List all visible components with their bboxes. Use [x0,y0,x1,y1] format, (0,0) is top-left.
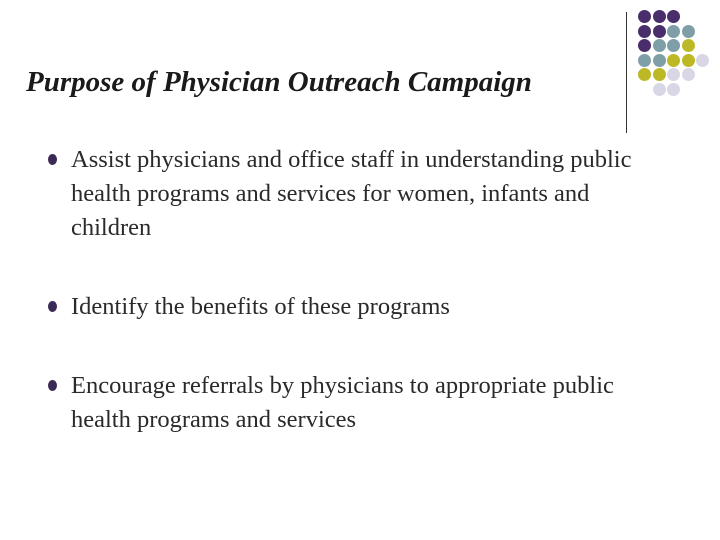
decorative-dot-lavender [667,83,680,96]
bullet-dot-icon [48,301,57,312]
decorative-dot-purple [638,10,651,23]
decorative-dot-olive [682,39,695,52]
decorative-dot-purple [653,25,666,38]
bullet-text: Encourage referrals by physicians to appropriate public health programs and services [71,372,614,433]
bullet-text: Identify the benefits of these programs [71,293,450,320]
bullet-dot-icon [48,154,57,165]
decorative-dot-olive [653,68,666,81]
decorative-dot-teal [667,39,680,52]
decorative-dot-teal [653,54,666,67]
bullet-item [48,369,648,437]
decorative-dot-purple [638,25,651,38]
decorative-dot-lavender [653,83,666,96]
decorative-dot-teal [638,54,651,67]
decorative-dot-teal [682,25,695,38]
title-divider-line [626,12,627,133]
decorative-dot-grid [638,10,720,125]
decorative-dot-lavender [696,54,709,67]
bullet-list [48,143,648,437]
bullet-dot-icon [48,380,57,391]
decorative-dot-olive [638,68,651,81]
bullet-item [48,290,648,324]
decorative-dot-lavender [667,68,680,81]
decorative-dot-olive [682,54,695,67]
decorative-dot-teal [667,25,680,38]
decorative-dot-purple [667,10,680,23]
decorative-dot-purple [638,39,651,52]
decorative-dot-purple [653,10,666,23]
bullet-item [48,143,648,245]
bullet-text: Assist physicians and office staff in understanding public health programs and services for women, infants and children [71,146,632,241]
decorative-dot-lavender [682,68,695,81]
decorative-dot-olive [667,54,680,67]
decorative-dot-teal [653,39,666,52]
slide-title: Purpose of Physician Outreach Campaign [26,66,532,98]
